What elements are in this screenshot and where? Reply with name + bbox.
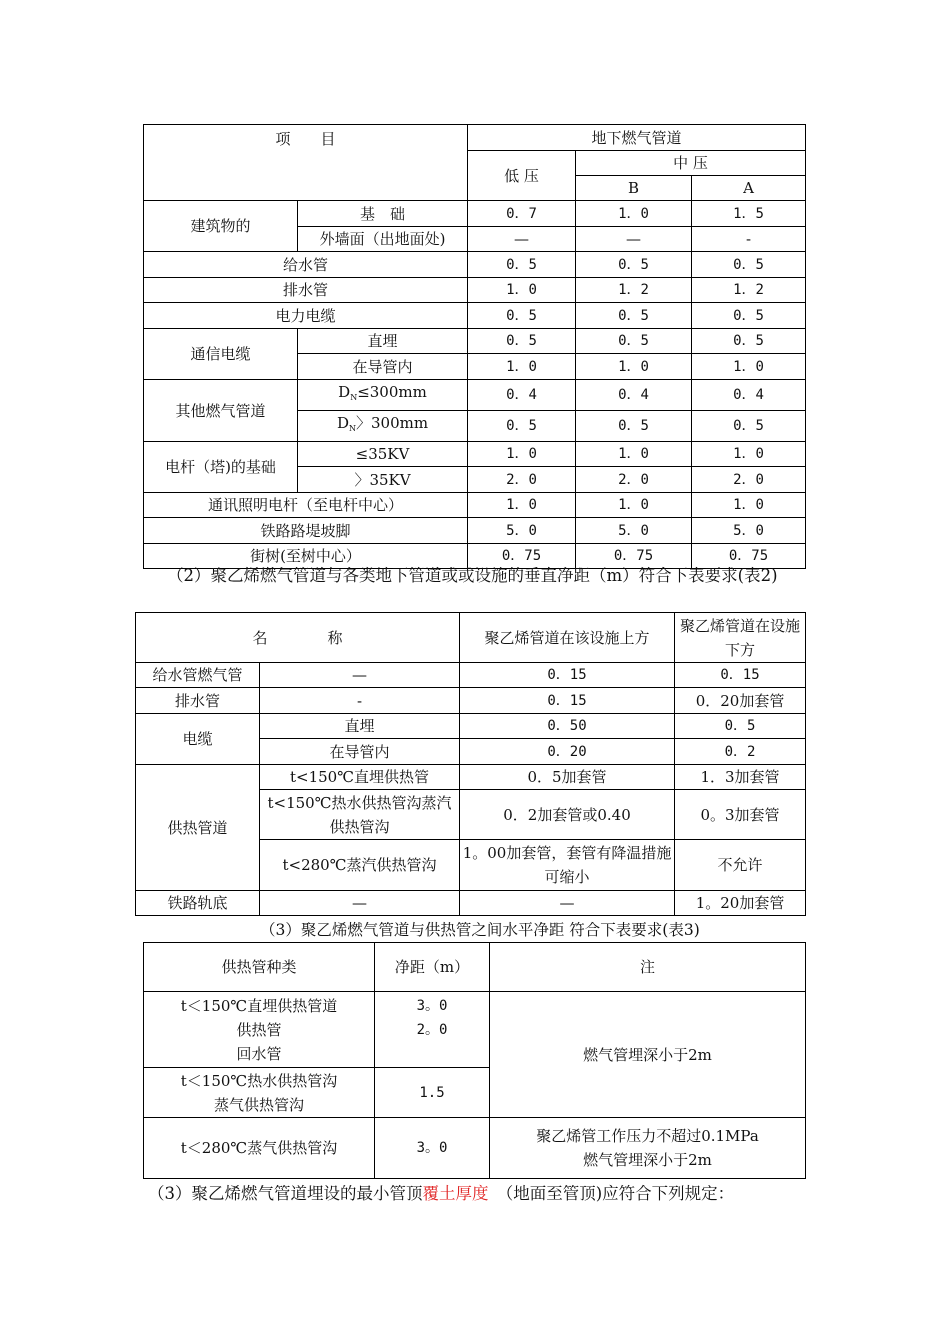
cell-low: 1．0 <box>468 493 576 518</box>
cell-above: 0．2加套管或0.40 <box>460 790 675 840</box>
cell-low: 0．5 <box>468 411 576 442</box>
row-sub: t<150℃直埋供热管 <box>260 765 460 790</box>
cell-low: 0．75 <box>468 544 576 569</box>
cell-low: 1．0 <box>468 278 576 303</box>
cell-a: 1．0 <box>692 493 806 518</box>
group-building: 建筑物的 <box>144 201 298 252</box>
cell-a: 0．75 <box>692 544 806 569</box>
row-sub: t<150℃热水供热管沟蒸汽供热管沟 <box>260 790 460 840</box>
clearance-table-2 <box>135 612 806 916</box>
row-label: 排水管 <box>136 688 260 714</box>
row-label: 铁路轨底 <box>136 891 260 916</box>
cell-b: 1．0 <box>576 442 692 467</box>
dn-symbol: D <box>338 383 351 401</box>
cell-a: 1．0 <box>692 442 806 467</box>
header-low: 低 压 <box>468 151 576 201</box>
header-item: 项 目 <box>144 125 468 201</box>
group-cable: 电缆 <box>136 714 260 765</box>
cell-b: 5．0 <box>576 518 692 544</box>
cell-above: 0．15 <box>460 663 675 688</box>
row-label: 在导管内 <box>298 354 468 380</box>
header-type: 供热管种类 <box>144 943 375 992</box>
cell-b: 2．0 <box>576 467 692 493</box>
cell-below: 1．3加套管 <box>675 765 806 790</box>
cell-b: 0．5 <box>576 411 692 442</box>
row-label-dn <box>298 380 468 411</box>
header-below: 聚乙烯管道在设施下方 <box>675 613 806 663</box>
group-other-gas: 其他燃气管道 <box>144 380 298 442</box>
dn-value: 〉300mm <box>355 414 429 432</box>
cell-b: 0．75 <box>576 544 692 569</box>
cover-depth-highlight: 覆土厚度 <box>422 1184 489 1203</box>
cover-depth-text: （3）聚乙烯燃气管道埋设的最小管顶 <box>148 1184 423 1203</box>
row-sub: - <box>260 688 460 714</box>
cell-b: 1．0 <box>576 354 692 380</box>
row-label: 基 础 <box>298 201 468 227</box>
cell-above: 0．50 <box>460 714 675 739</box>
cell-low: 0．5 <box>468 329 576 354</box>
cell-low: 5．0 <box>468 518 576 544</box>
row-label: 给水管 <box>144 252 468 278</box>
dn-value: ≤300mm <box>357 383 427 401</box>
cell-below: 0。3加套管 <box>675 790 806 840</box>
header-b: B <box>576 176 692 201</box>
cell-below: 0．15 <box>675 663 806 688</box>
row-label: 〉35KV <box>298 467 468 493</box>
note-cell-2 <box>490 1118 806 1179</box>
cell-a: 1．2 <box>692 278 806 303</box>
note-line: 燃气管埋深小于2m <box>583 1151 712 1169</box>
cell-a: 0．5 <box>692 303 806 329</box>
type-cell-3: t＜280℃蒸气供热管沟 <box>144 1118 375 1179</box>
dist-cell-3: 3。0 <box>375 1118 490 1179</box>
cell-a: 1．0 <box>692 354 806 380</box>
row-sub: 在导管内 <box>260 739 460 765</box>
cover-depth-text-end: （地面至管顶)应符合下列规定： <box>488 1184 735 1203</box>
row-sub: t<280℃蒸汽供热管沟 <box>260 840 460 891</box>
cell-above: — <box>460 891 675 916</box>
row-label-dn <box>298 411 468 442</box>
header-underground: 地下燃气管道 <box>468 125 806 151</box>
cell-low: 2．0 <box>468 467 576 493</box>
cell-below: 1。20加套管 <box>675 891 806 916</box>
header-above: 聚乙烯管道在该设施上方 <box>460 613 675 663</box>
dn-subscript: N <box>350 393 358 402</box>
cell-b: 1．0 <box>576 493 692 518</box>
cell-b: 1．0 <box>576 201 692 227</box>
header-a: A <box>692 176 806 201</box>
type-line: t＜150℃直埋供热管道 <box>180 996 338 1015</box>
header-dist: 净距（m） <box>375 943 490 992</box>
row-label: 排水管 <box>144 278 468 303</box>
cell-a: 0．5 <box>692 329 806 354</box>
row-label: 街树(至树中心） <box>144 544 468 569</box>
cell-above: 0．20 <box>460 739 675 765</box>
group-heat: 供热管道 <box>136 765 260 891</box>
cell-low: — <box>468 227 576 252</box>
note-line: 聚乙烯管工作压力不超过0.1MPa <box>536 1127 759 1145</box>
row-label: 电力电缆 <box>144 303 468 329</box>
dn-symbol: D <box>336 414 349 432</box>
type-cell-2 <box>144 1068 375 1118</box>
row-label: 通讯照明电杆（至电杆中心） <box>144 493 468 518</box>
cell-low: 0．4 <box>468 380 576 411</box>
header-mid: 中 压 <box>576 151 806 176</box>
dist-cell-2: 1.5 <box>375 1068 490 1118</box>
group-pole: 电杆（塔)的基础 <box>144 442 298 493</box>
clearance-table-1 <box>143 124 806 569</box>
cell-b: 0．4 <box>576 380 692 411</box>
row-sub: — <box>260 663 460 688</box>
row-label: 给水管燃气管 <box>136 663 260 688</box>
row-label: 直埋 <box>298 329 468 354</box>
cell-low: 0．5 <box>468 252 576 278</box>
cell-below: 0．2 <box>675 739 806 765</box>
header-name: 名 称 <box>136 613 460 663</box>
type-line: t＜150℃热水供热管沟 <box>180 1071 338 1090</box>
note-cell-1: 燃气管埋深小于2m <box>490 992 806 1118</box>
cell-a: 0．4 <box>692 380 806 411</box>
dn-subscript: N <box>348 424 356 433</box>
dist-cell-1 <box>375 992 490 1068</box>
cell-b: 1．2 <box>576 278 692 303</box>
cell-low: 1．0 <box>468 442 576 467</box>
cell-low: 1．0 <box>468 354 576 380</box>
cell-a: 0．5 <box>692 252 806 278</box>
type-cell-1 <box>144 992 375 1068</box>
cell-b: 0．5 <box>576 329 692 354</box>
cell-a: 2．0 <box>692 467 806 493</box>
cell-above: 1。00加套管，套管有降温措施可缩小 <box>460 840 675 891</box>
cell-below: 0．20加套管 <box>675 688 806 714</box>
cell-a: 1．5 <box>692 201 806 227</box>
cell-a: - <box>692 227 806 252</box>
cell-above: 0．5加套管 <box>460 765 675 790</box>
cell-a: 5．0 <box>692 518 806 544</box>
cell-below: 0．5 <box>675 714 806 739</box>
cell-below: 不允许 <box>675 840 806 891</box>
dist-line: 2。0 <box>416 1021 448 1038</box>
row-label: 铁路路堤坡脚 <box>144 518 468 544</box>
header-note: 注 <box>490 943 806 992</box>
group-telecom: 通信电缆 <box>144 329 298 380</box>
cell-b: — <box>576 227 692 252</box>
cell-above: 0．15 <box>460 688 675 714</box>
dist-line: 3。0 <box>416 997 448 1014</box>
paragraph-cover-depth <box>148 1181 828 1207</box>
row-sub: — <box>260 891 460 916</box>
type-line: 蒸气供热管沟 <box>213 1095 304 1114</box>
type-line: 供热管 <box>236 1020 282 1039</box>
row-label: ≤35KV <box>298 442 468 467</box>
paragraph-vertical-clearance: （2）聚乙烯燃气管道与各类地下管道或或设施的垂直净距（m）符合下表要求(表2) <box>167 566 778 585</box>
cell-b: 0．5 <box>576 303 692 329</box>
row-sub: 直埋 <box>260 714 460 739</box>
paragraph-horizontal-clearance: （3）聚乙烯燃气管道与供热管之间水平净距 符合下表要求(表3) <box>260 921 700 939</box>
type-line: 回水管 <box>236 1044 282 1063</box>
cell-a: 0．5 <box>692 411 806 442</box>
clearance-table-3 <box>143 942 806 1179</box>
row-label: 外墙面（出地面处) <box>298 227 468 252</box>
cell-b: 0．5 <box>576 252 692 278</box>
cell-low: 0．5 <box>468 303 576 329</box>
cell-low: 0．7 <box>468 201 576 227</box>
